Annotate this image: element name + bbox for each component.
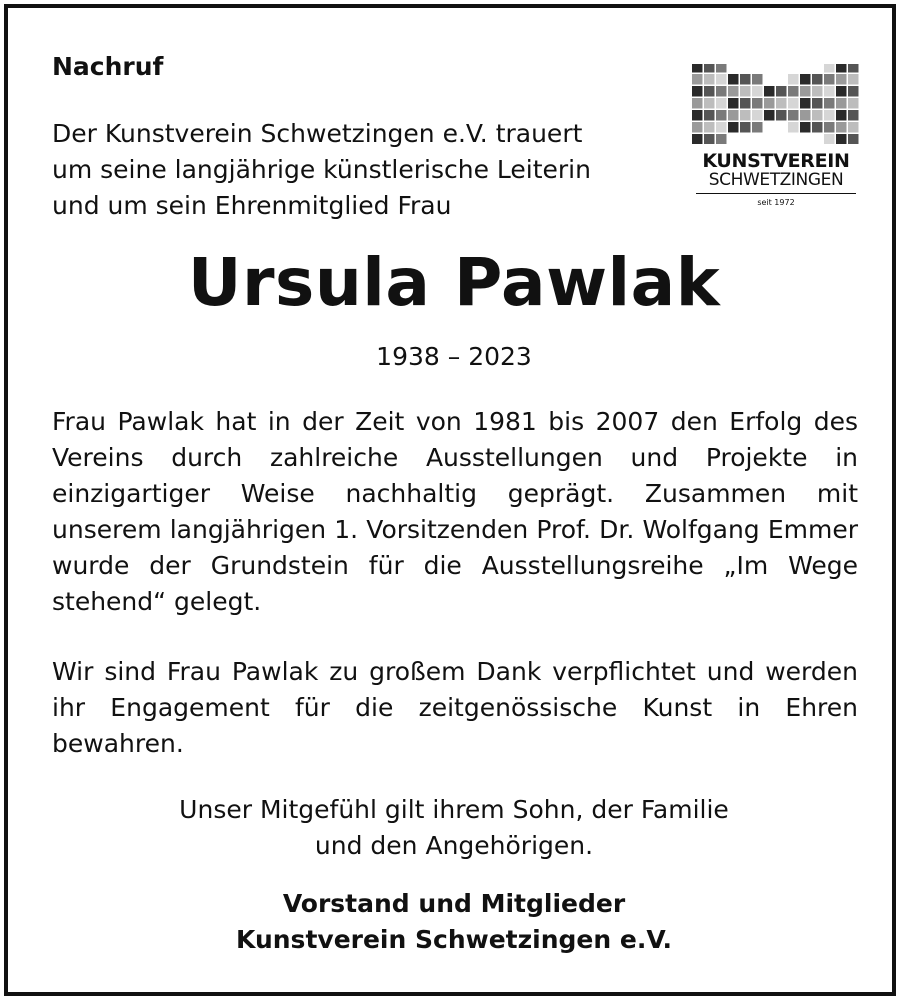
mosaic-tile [824, 98, 835, 109]
mosaic-tile [836, 134, 847, 144]
mosaic-tile [716, 64, 727, 73]
mosaic-tile [836, 110, 847, 121]
mosaic-tile [728, 122, 739, 133]
tribute-paragraph: Frau Pawlak hat in der Zeit von 1981 bis 2007 den Erfolg des Vereins durch zahlreiche Ausstellungen und Projekte in einzigartiger Weise nachhaltig geprägt. Zusammen mit unserem langjährigen 1. Vorsitzenden Prof. Dr. Wolfgang Emmer wurde der Grundstein für die Ausstellungsreihe „Im Wege stehend“ gelegt. [52, 407, 858, 616]
condolence-text: Unser Mitgefühl gilt ihrem Sohn, der Familie und den Angehörigen. [179, 795, 729, 860]
mosaic-tile [836, 74, 847, 85]
mosaic-tile [824, 64, 835, 73]
mosaic-tile [716, 110, 727, 121]
mosaic-tile [716, 122, 727, 133]
mosaic-tile [848, 74, 859, 85]
mosaic-logo-icon [692, 64, 860, 144]
mosaic-tile [788, 86, 799, 97]
mosaic-tile [848, 98, 859, 109]
logo-divider [696, 193, 856, 194]
mosaic-tile [704, 134, 715, 144]
mosaic-tile [836, 86, 847, 97]
logo-subtitle: SCHWETZINGEN [708, 170, 844, 190]
mosaic-tile [716, 86, 727, 97]
mosaic-tile [692, 86, 703, 97]
mosaic-tile [728, 98, 739, 109]
gratitude-paragraph: Wir sind Frau Pawlak zu großem Dank verpflichtet und werden ihr Engagement für die zeitgenössische Kunst in Ehren bewahren. [52, 657, 858, 758]
mosaic-tile [752, 74, 763, 85]
mosaic-tile [824, 110, 835, 121]
mosaic-tile [716, 98, 727, 109]
mosaic-tile [704, 64, 715, 73]
mosaic-tile [812, 122, 823, 133]
mosaic-tile [848, 122, 859, 133]
mosaic-tile [704, 74, 715, 85]
deceased-name: Ursula Pawlak [187, 244, 721, 321]
mosaic-tile [848, 86, 859, 97]
life-dates: 1938 – 2023 [376, 342, 532, 371]
mosaic-tile [812, 86, 823, 97]
mosaic-tile [764, 98, 775, 109]
mosaic-tile [740, 98, 751, 109]
mosaic-tile [728, 86, 739, 97]
mosaic-tile [836, 122, 847, 133]
obituary-frame [4, 4, 896, 996]
mosaic-tile [776, 110, 787, 121]
mosaic-tile [800, 86, 811, 97]
mosaic-tile [812, 98, 823, 109]
mosaic-tile [740, 110, 751, 121]
mosaic-tile [812, 74, 823, 85]
mosaic-tile [764, 110, 775, 121]
mosaic-tile [740, 122, 751, 133]
mosaic-tile [692, 74, 703, 85]
logo-since: seit 1972 [757, 198, 795, 207]
mosaic-tile [692, 122, 703, 133]
mosaic-tile [692, 134, 703, 144]
mosaic-tile [764, 86, 775, 97]
mosaic-tile [824, 134, 835, 144]
mosaic-tile [848, 134, 859, 144]
mosaic-tile [824, 86, 835, 97]
mosaic-tile [812, 110, 823, 121]
mosaic-tile [788, 98, 799, 109]
mosaic-tile [740, 86, 751, 97]
mosaic-tile [752, 110, 763, 121]
mosaic-tile [848, 110, 859, 121]
mosaic-tile [692, 64, 703, 73]
mosaic-tile [692, 110, 703, 121]
intro-text: Der Kunstverein Schwetzingen e.V. trauert um seine langjährige künstlerische Leiterin und um sein Ehrenmitglied Frau [52, 119, 591, 220]
mosaic-tile [728, 110, 739, 121]
signature-block: Vorstand und Mitglieder Kunstverein Schwetzingen e.V. [236, 889, 672, 954]
mosaic-tile [788, 110, 799, 121]
mosaic-tile [692, 98, 703, 109]
mosaic-tile [716, 74, 727, 85]
mosaic-tile [728, 74, 739, 85]
mosaic-tile [848, 64, 859, 73]
notice-heading: Nachruf [52, 52, 164, 81]
mosaic-tile [788, 74, 799, 85]
mosaic-tile [788, 122, 799, 133]
mosaic-tile [704, 98, 715, 109]
mosaic-tile [800, 98, 811, 109]
mosaic-tile [752, 86, 763, 97]
mosaic-tile [776, 86, 787, 97]
mosaic-tile [836, 98, 847, 109]
mosaic-tile [776, 98, 787, 109]
kunstverein-logo [688, 64, 864, 216]
mosaic-tile [836, 64, 847, 73]
mosaic-tile [752, 122, 763, 133]
mosaic-tile [800, 122, 811, 133]
mosaic-tile [716, 134, 727, 144]
logo-title: KUNSTVEREIN [702, 150, 850, 172]
mosaic-tile [752, 98, 763, 109]
mosaic-tile [704, 122, 715, 133]
mosaic-tile [740, 74, 751, 85]
mosaic-tile [704, 110, 715, 121]
mosaic-tile [704, 86, 715, 97]
mosaic-tile [824, 122, 835, 133]
mosaic-tile [824, 74, 835, 85]
mosaic-tile [800, 74, 811, 85]
mosaic-tile [800, 110, 811, 121]
